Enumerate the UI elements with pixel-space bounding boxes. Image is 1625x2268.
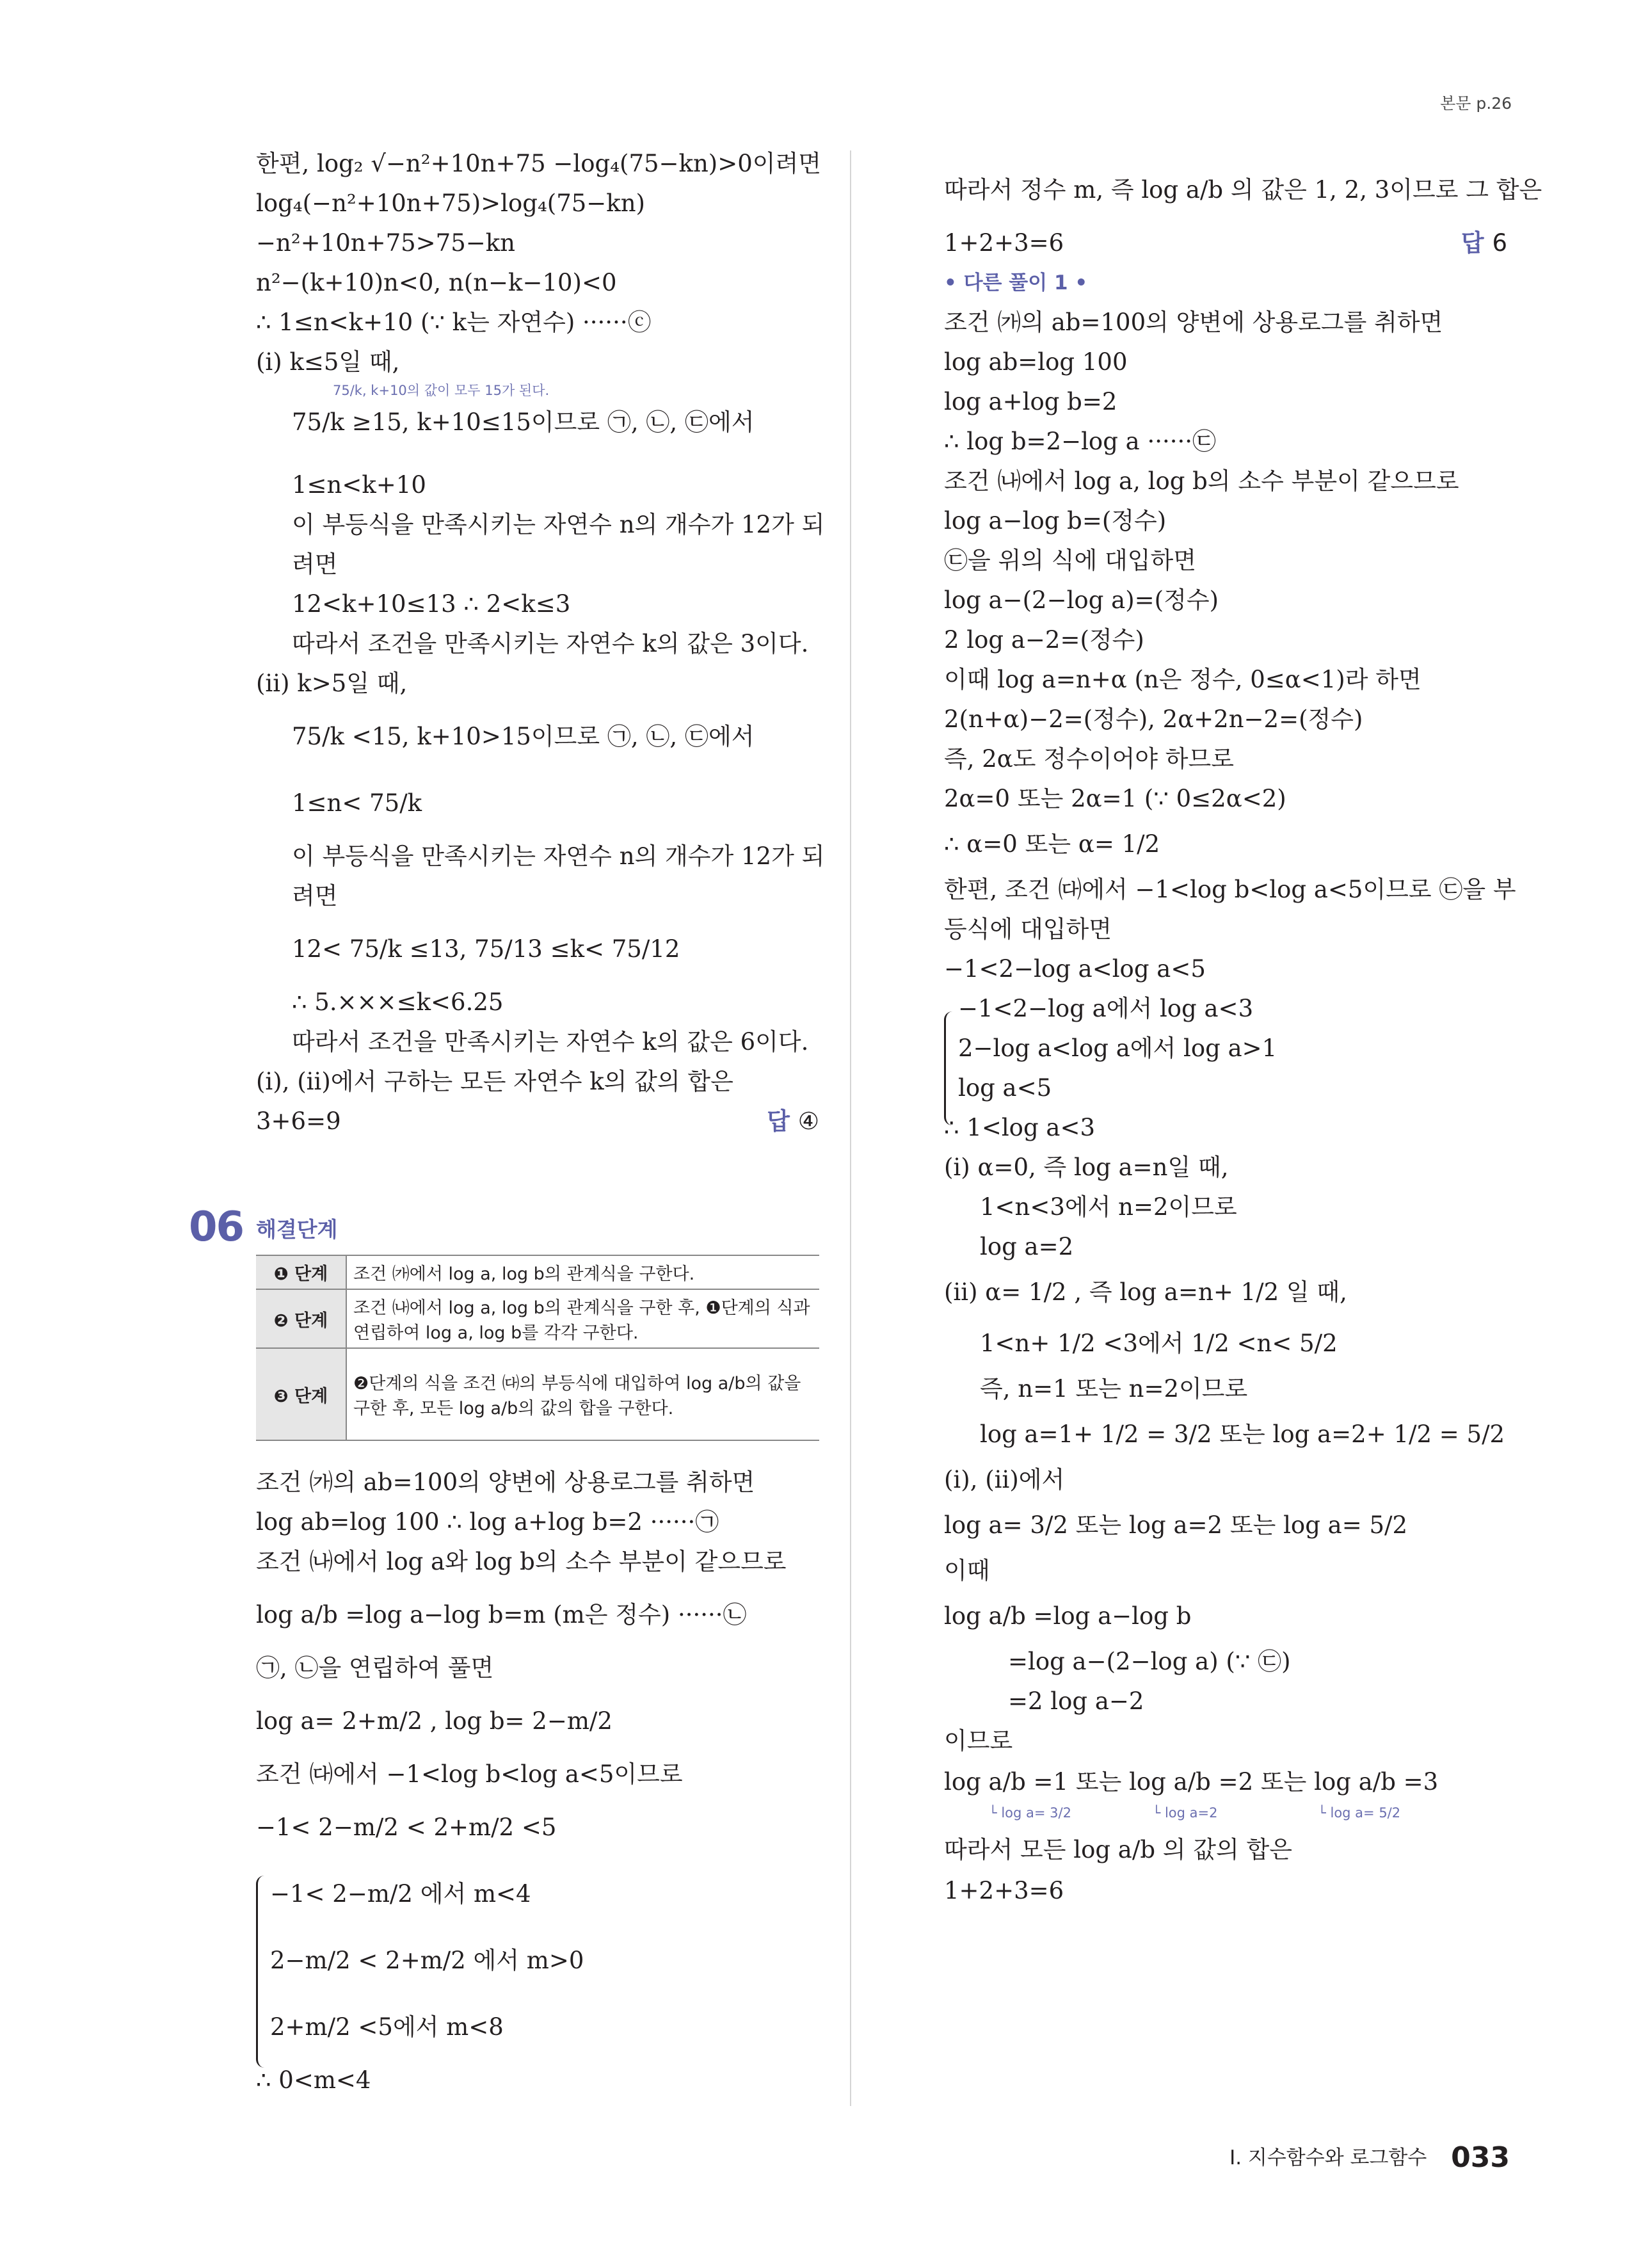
math-line: log₄(−n²+10n+75)>log₄(75−kn) <box>256 189 645 217</box>
answer-value: 6 <box>1492 229 1507 257</box>
math-line: 12<k+10≤13 ∴ 2<k≤3 <box>292 590 571 618</box>
math-line: log a−(2−log a)=(정수) <box>944 586 1219 614</box>
math-line: log a/b =log a−log b=m (m은 정수) ······㉡ <box>256 1601 747 1629</box>
math-line: 12< 75/k ≤13, 75/13 ≤k< 75/12 <box>292 935 680 963</box>
text-line: 조건 ㈐에서 −1<log b<log a<5이므로 <box>256 1760 683 1788</box>
system-line: −1<2−log a에서 log a<3 <box>958 995 1254 1022</box>
math-line: 1<n<3에서 n=2이므로 <box>980 1193 1237 1221</box>
case-heading: (ⅱ) k>5일 때, <box>256 670 408 697</box>
step-label: ❸ 단계 <box>256 1348 346 1440</box>
math-line: −n²+10n+75>75−kn <box>256 229 515 257</box>
math-line: ∴ log b=2−log a ······㉢ <box>944 428 1217 455</box>
text-line: 려면 <box>292 882 338 910</box>
math-line: log a/b =log a−log b <box>944 1602 1192 1630</box>
sub-note: └ log a= 5/2 <box>1318 1805 1401 1821</box>
system-line: 2−log a<log a에서 log a>1 <box>958 1034 1277 1062</box>
step-text: ❷단계의 식을 조건 ㈐의 부등식에 대입하여 log a/b의 값을 구한 후, 모든 log a/b의 값의 합을 구한다. <box>346 1348 819 1440</box>
step-row <box>256 1348 819 1440</box>
problem-number: 06 <box>189 1203 244 1251</box>
system-brace <box>256 1876 264 2068</box>
text-line: ㉢을 위의 식에 대입하면 <box>944 547 1196 574</box>
answer-badge <box>767 1102 819 1141</box>
text-line: 려면 <box>292 551 338 578</box>
page-reference: 본문 p.26 <box>1440 94 1512 113</box>
math-line: log a+log b=2 <box>944 388 1117 415</box>
math-line: −1< 2−m/2 < 2+m/2 <5 <box>256 1814 557 1841</box>
text-line: 이 부등식을 만족시키는 자연수 n의 개수가 12가 되 <box>292 842 825 870</box>
chapter-title: Ⅰ. 지수함수와 로그함수 <box>1229 2146 1427 2169</box>
text-line: 이때 <box>944 1557 990 1584</box>
answer-label: 답 <box>1461 229 1484 257</box>
text-line: 한편, 조건 ㈐에서 −1<log b<log a<5이므로 ㉢을 부 <box>944 876 1516 903</box>
case-heading: (ⅱ) α= 1/2 , 즉 log a=n+ 1/2 일 때, <box>944 1278 1347 1306</box>
result-value: 1+2+3=6 <box>944 229 1064 257</box>
text-line: 즉, n=1 또는 n=2이므로 <box>980 1375 1248 1403</box>
answer-value: ④ <box>797 1107 819 1135</box>
text-line: 조건 ㈎의 ab=100의 양변에 상용로그를 취하면 <box>256 1468 755 1496</box>
case-heading: (ⅰ) α=0, 즉 log a=n일 때, <box>944 1154 1229 1181</box>
text-line: 따라서 모든 log a/b 의 값의 합은 <box>944 1836 1292 1863</box>
right-column <box>944 157 1542 1911</box>
system-brace <box>944 1011 952 1125</box>
sub-notes <box>944 1803 1507 1829</box>
solution-steps-table <box>256 1255 819 1441</box>
section-solution <box>256 1463 787 2100</box>
text-line: (ⅰ), (ⅱ)에서 구하는 모든 자연수 k의 값의 합은 <box>256 1068 733 1095</box>
math-line: ∴ 5.×××≤k<6.25 <box>292 988 504 1016</box>
text-line: 이 부등식을 만족시키는 자연수 n의 개수가 12가 되 <box>292 511 825 538</box>
text-line: 따라서 조건을 만족시키는 자연수 k의 값은 3이다. <box>292 630 809 657</box>
math-line: 2α=0 또는 2α=1 (∵ 0≤2α<2) <box>944 785 1286 812</box>
system-line: 2−m/2 < 2+m/2 에서 m>0 <box>270 1947 584 1974</box>
math-line: 75/k <15, k+10>15이므로 ㉠, ㉡, ㉢에서 <box>292 723 755 750</box>
math-line: 한편, log₂ √−n²+10n+75 −log₄(75−kn)>0이려면 <box>256 150 821 177</box>
side-note: 75/k, k+10의 값이 모두 15가 된다. <box>333 383 550 398</box>
step-label: ❷ 단계 <box>256 1289 346 1348</box>
result-value: 3+6=9 <box>256 1107 341 1135</box>
math-line: ∴ 1≤n<k+10 (∵ k는 자연수) ······ⓒ <box>256 309 652 336</box>
step-text: 조건 ㈎에서 log a, log b의 관계식을 구한다. <box>346 1255 819 1289</box>
text-line: (ⅰ), (ⅱ)에서 <box>944 1466 1065 1493</box>
column-divider <box>850 150 851 2106</box>
answer-label: 답 <box>767 1107 790 1135</box>
page-number: 033 <box>1451 2141 1510 2174</box>
math-line: log a= 2+m/2 , log b= 2−m/2 <box>256 1707 612 1735</box>
text-line: 조건 ㈎의 ab=100의 양변에 상용로그를 취하면 <box>944 309 1443 336</box>
math-line: =log a−(2−log a) (∵ ㉢) <box>1008 1648 1291 1675</box>
text-line: 즉, 2α도 정수이어야 하므로 <box>944 745 1234 773</box>
math-line: log a/b =1 또는 log a/b =2 또는 log a/b =3 <box>944 1768 1439 1796</box>
text-line: 따라서 정수 m, 즉 log a/b 의 값은 1, 2, 3이므로 그 합은 <box>944 176 1542 204</box>
answer-badge <box>1461 223 1507 263</box>
math-line: ∴ α=0 또는 α= 1/2 <box>944 830 1160 858</box>
text-line: 조건 ㈏에서 log a와 log b의 소수 부분이 같으므로 <box>256 1548 787 1575</box>
math-line: log ab=log 100 <box>944 348 1128 376</box>
system-line: 2+m/2 <5에서 m<8 <box>270 2013 504 2041</box>
step-text: 조건 ㈏에서 log a, log b의 관계식을 구한 후, ❶단계의 식과 연립하여 log a, log b를 각각 구한다. <box>346 1289 819 1348</box>
math-line: 1<n+ 1/2 <3에서 1/2 <n< 5/2 <box>980 1330 1338 1357</box>
alt-solution-title: • 다른 풀이 1 • <box>944 271 1088 294</box>
math-line: 1≤n<k+10 <box>292 471 426 499</box>
text-line: 이므로 <box>944 1727 1013 1755</box>
math-line: ∴ 1<log a<3 <box>944 1114 1096 1141</box>
step-row <box>256 1255 819 1289</box>
text-line: 등식에 대입하면 <box>944 915 1112 943</box>
math-line: n²−(k+10)n<0, n(n−k−10)<0 <box>256 269 617 296</box>
section-title: 해결단계 <box>256 1217 338 1242</box>
math-line: 75/k ≥15, k+10≤15이므로 ㉠, ㉡, ㉢에서 <box>292 408 755 436</box>
text-line: 따라서 조건을 만족시키는 자연수 k의 값은 6이다. <box>292 1028 809 1056</box>
math-line: log a−log b=(정수) <box>944 507 1167 535</box>
text-line: 이때 log a=n+α (n은 정수, 0≤α<1)라 하면 <box>944 666 1421 693</box>
sub-note: └ log a= 3/2 <box>989 1805 1071 1821</box>
system-line: log a<5 <box>958 1074 1052 1102</box>
step-row <box>256 1289 819 1348</box>
text-line: 조건 ㈏에서 log a, log b의 소수 부분이 같으므로 <box>944 467 1459 495</box>
math-line: log ab=log 100 ∴ log a+log b=2 ······㉠ <box>256 1508 719 1536</box>
math-line: log a=2 <box>980 1233 1074 1260</box>
math-line: log a=1+ 1/2 = 3/2 또는 log a=2+ 1/2 = 5/2 <box>980 1420 1505 1448</box>
math-line: −1<2−log a<log a<5 <box>944 955 1206 983</box>
math-line: 2(n+α)−2=(정수), 2α+2n−2=(정수) <box>944 705 1363 733</box>
math-line <box>256 1102 819 1141</box>
system-line: −1< 2−m/2 에서 m<4 <box>270 1880 531 1908</box>
page-footer <box>1229 2141 1510 2174</box>
math-line: 1≤n< 75/k <box>292 789 422 817</box>
step-label: ❶ 단계 <box>256 1255 346 1289</box>
math-line <box>944 223 1507 263</box>
math-line: ∴ 0<m<4 <box>256 2066 371 2094</box>
math-line: log a= 3/2 또는 log a=2 또는 log a= 5/2 <box>944 1511 1408 1539</box>
sub-note: └ log a=2 <box>1152 1805 1218 1821</box>
math-line: 1+2+3=6 <box>944 1877 1064 1904</box>
case-heading: (ⅰ) k≤5일 때, <box>256 348 400 376</box>
left-column <box>256 144 824 1141</box>
math-line: =2 log a−2 <box>1008 1687 1144 1715</box>
math-line: 2 log a−2=(정수) <box>944 626 1144 654</box>
text-line: ㉠, ㉡을 연립하여 풀면 <box>256 1654 494 1682</box>
